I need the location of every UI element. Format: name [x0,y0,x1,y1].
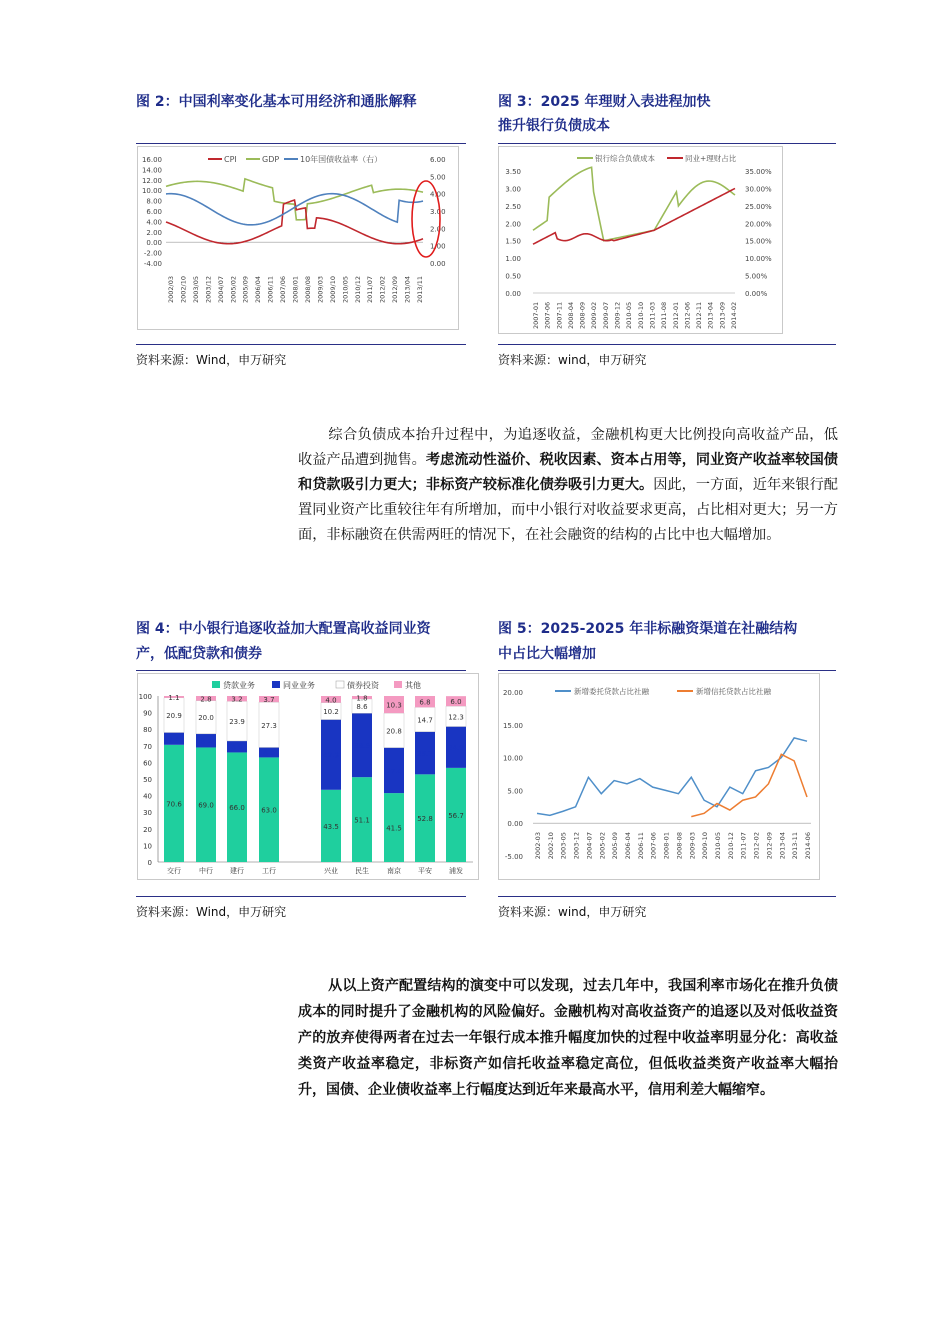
fig5-x-tick: 2003-05 [559,832,568,860]
fig4-bar-label: 69.0 [198,801,214,810]
fig5-x-tick: 2008-08 [675,832,684,860]
fig5-x-tick: 2009-10 [701,832,710,860]
fig4-x-label: 平安 [418,867,432,875]
fig5-x-tick: 2011-07 [739,832,748,860]
fig4-x-label: 中行 [199,867,213,875]
fig4-bar-label: 2.8 [200,695,212,704]
fig4-y-tick: 70 [143,742,152,751]
fig4-x-label: 建行 [230,867,244,875]
fig2-x-tick: 2009/03 [316,275,325,303]
fig3-chart [498,146,783,334]
fig4-legend [212,680,421,690]
fig4-legend-loan: 贷款业务 [223,681,255,690]
fig4-bar-label: 3.7 [263,696,275,705]
fig3-x-tick: 2013-09 [718,301,727,329]
fig3-x-tick: 2009-07 [601,301,610,329]
para1-text-2: 因此，一方面，近年来银行配置同业资产比重较往年有所增加，而中小银行对收益要求更高，占比相对更大；另一方面，非标融资在供需两旺的情况下，在社会融资的结构的占比中也大幅增加。 [298,477,838,543]
fig4-bar-label: 6.8 [419,698,431,707]
fig3-x-tick: 2011-08 [660,301,669,329]
fig2-yleft-tick: 8.00 [146,197,162,206]
fig2-x-tick: 2009/10 [328,275,337,303]
fig3-rule [498,143,836,144]
fig3-x-tick: 2008-04 [566,301,575,329]
fig4-bar-label: 8.2 [200,737,212,746]
fig3-x-tick: 2013-04 [706,301,715,329]
fig4-bar-label: 14.7 [417,716,433,725]
fig2-chart [137,146,459,330]
fig3-yright-tick: 0.00% [745,290,768,298]
fig3-legend [577,153,737,163]
fig2-x-tick: 2010/05 [341,275,350,303]
fig3-x-tick: 2010-10 [636,301,645,329]
fig4-bar-label: 38.5 [354,742,370,751]
fig4-bars [164,694,466,875]
fig3-yright-tick: 5.00% [745,272,768,281]
fig2-yright-tick: 3.00 [430,208,446,216]
fig5-axes [503,689,812,861]
paragraph-2 [298,973,838,1103]
fig3-x-tick: 2012-06 [683,301,692,329]
fig4-bar-label: 20.0 [198,714,214,723]
fig4-bar-label: 6.9 [231,743,243,752]
fig2-yright-tick: 1.00 [430,242,446,251]
fig3-yright-tick: 25.00% [745,202,772,211]
fig3-legend-ratio: 同业+理财占比 [685,154,737,163]
fig4-y-tick: 30 [143,809,152,818]
fig5-x-tick: 2013-11 [791,832,800,860]
fig5-y-tick: -5.00 [504,853,523,861]
fig5-x-tick: 2010-12 [726,832,735,860]
fig4-y-tick: 60 [143,759,152,768]
fig4-chart [137,673,479,880]
fig5-chart [498,673,820,880]
fig2-x-tick: 2012/02 [378,275,387,303]
fig4-svg [138,674,478,879]
fig4-legend-other: 其他 [405,681,421,690]
fig2-x-tick: 2004/07 [216,275,225,303]
fig2-yleft-tick: 14.00 [141,166,162,175]
fig4-bar-label: 66.0 [229,804,245,813]
fig2-legend [208,154,382,164]
fig5-x-tick: 2002-03 [534,832,542,860]
fig2-yright-tick: 0.00 [430,260,446,268]
fig5-bottom-rule [498,896,836,897]
fig2-x-tick: 2013/11 [416,275,424,303]
fig5-y-tick: 0.00 [507,820,523,829]
fig5-title-line1: 图 5：2025-2025 年非标融资渠道在社融结构 [498,621,798,637]
fig4-bar-label: 70.6 [166,800,182,809]
fig3-source: 资料来源：wind，申万研究 [498,353,647,367]
fig5-x-tick: 2014-06 [804,832,812,860]
fig3-x-tick: 2011-03 [648,301,657,329]
fig4-bar-label: 1.8 [356,694,368,703]
fig2-x-tick: 2003/12 [204,275,213,303]
fig2-yleft-tick: 16.00 [141,156,162,164]
fig2-yright-tick: 2.00 [430,225,446,234]
fig4-rule [136,670,466,671]
fig3-yleft-tick: 0.50 [505,272,521,281]
fig4-legend-interbank: 同业业务 [283,681,315,690]
fig3-x-tick: 2007-06 [543,301,552,329]
fig2-legend-gdp: GDP [262,155,280,164]
fig5-x-tick: 2009-03 [688,832,697,860]
fig5-legend-entrusted: 新增委托贷款占比社融 [574,687,649,696]
fig2-rule [136,143,466,144]
fig2-x-tick: 2002/10 [179,275,188,303]
fig4-bar-label: 51.1 [354,816,370,825]
fig4-bar-label: 3.2 [231,695,243,704]
fig3-yleft-tick: 1.00 [505,255,521,264]
fig3-yright-tick: 30.00% [745,185,772,194]
fig4-x-label: 南京 [387,867,401,875]
fig4-bar-label: 63.0 [261,806,277,815]
fig5-y-tick: 15.00 [502,721,523,730]
fig5-y-tick: 10.00 [502,754,523,763]
fig4-y-tick: 0 [147,859,152,867]
fig5-svg [499,674,819,879]
fig4-bar-label: 12.3 [448,713,464,722]
fig4-bar-label: 20.8 [386,727,402,736]
fig4-x-label: 交行 [167,867,181,875]
fig5-x-tick: 2003-12 [572,832,581,860]
fig5-x-tick: 2002-10 [546,832,555,860]
fig3-x-tick: 2009-02 [590,301,599,329]
fig4-bar-label: 23.9 [229,718,245,727]
fig4-bar-label: 8.6 [356,703,368,712]
fig3-bottom-rule [498,344,836,345]
fig3-svg [499,147,782,333]
fig5-rule [498,670,836,671]
fig4-bar-label: 20.9 [166,712,182,721]
fig5-x-tick: 2012-09 [765,832,774,860]
fig4-y-tick: 20 [143,825,152,834]
fig2-highlight-circle [412,181,440,257]
fig2-x-tick: 2013/04 [403,275,412,303]
fig2-legend-bond: 10年国债收益率（右） [300,155,383,164]
fig5-source: 资料来源：wind，申万研究 [498,905,647,919]
fig3-yright-tick: 35.00% [745,168,772,176]
fig2-x-tick: 2007/06 [279,275,288,303]
fig2-svg [138,147,458,329]
fig2-x-tick: 2008/01 [291,275,300,303]
fig4-bar-label: 43.5 [323,822,339,831]
fig2-yleft-tick: -4.00 [143,260,162,268]
fig4-bar-label: 4.0 [325,696,337,705]
fig2-yleft-tick: 12.00 [141,176,162,185]
fig5-title-line2: 中占比大幅增加 [498,646,596,662]
fig2-yright-tick: 4.00 [430,190,446,199]
fig5-trust-line [691,754,807,816]
fig3-yright-tick: 15.00% [745,237,772,246]
fig3-title-line1: 图 3：2025 年理财入表进程加快 [498,94,711,110]
fig2-x-tick: 2002/03 [167,275,175,303]
fig5-y-tick: 20.00 [502,689,523,697]
fig2-yleft-tick: 0.00 [146,239,162,248]
fig4-bar-label: 25.7 [417,750,433,759]
fig2-x-tick: 2010/12 [353,275,362,303]
fig4-y-tick: 80 [143,726,152,735]
paragraph-1 [298,423,838,548]
fig5-x-tick: 2004-07 [585,832,594,860]
fig3-yleft-tick: 0.00 [505,290,521,298]
fig4-legend-interbank-swatch [272,681,280,688]
fig3-yright-tick: 20.00% [745,220,772,229]
fig3-x-tick: 2008-09 [578,301,587,329]
fig3-yleft-tick: 3.50 [505,168,521,176]
fig3-x-tick: 2012-11 [695,301,704,329]
fig2-yleft-tick: 6.00 [146,208,162,216]
fig2-yleft-tick: -2.00 [143,249,162,258]
fig2-x-tick: 2006/11 [266,275,275,303]
fig3-x-tick: 2007-01 [532,301,540,329]
fig4-title-line2: 产，低配贷款和债券 [136,646,262,662]
fig4-bottom-rule [136,896,466,897]
fig2-x-tick: 2003/05 [191,275,200,303]
fig5-legend-trust: 新增信托贷款占比社融 [696,687,771,696]
fig4-x-label: 工行 [262,867,276,875]
fig2-yright-tick: 5.00 [430,173,446,182]
fig4-bar-label: 10.3 [386,701,402,710]
fig3-yleft-tick: 1.50 [505,237,521,246]
fig4-legend-loan-swatch [212,681,220,688]
fig4-y-tick: 90 [143,709,152,718]
fig3-x-tick: 2009-12 [613,301,622,329]
para2-text: 从以上资产配置结构的演变中可以发现，过去几年中，我国利率市场化在推升负债成本的同时提升了金融机构的风险偏好。金融机构对高收益资产的追逐以及对低收益资产的放弃使得两者在过去一年银行成本推升幅度加快的过程中收益率明显分化：高收益类资产收益率稳定，非标资产如信托收益率稳定高位，但低收益类资产收益率大幅抬升，国债、企业债收益率上行幅度达到近年来最高水平，信用利差大幅缩窄。 [298,978,838,1098]
fig3-yleft-tick: 2.50 [505,202,521,211]
fig5-x-tick: 2013-04 [778,832,787,860]
fig2-x-tick: 2005/02 [229,275,238,303]
fig3-ratio-line [533,188,735,244]
fig3-x-tick: 2014-02 [730,301,738,329]
fig4-source: 资料来源：Wind，申万研究 [136,905,287,919]
fig2-yleft-tick: 4.00 [146,218,162,227]
fig2-axes [142,156,446,303]
fig4-bar-label: 24.9 [448,744,464,753]
fig4-x-label: 浦发 [449,867,463,875]
fig3-x-tick: 2007-11 [555,301,564,329]
fig2-x-tick: 2005/09 [241,275,250,303]
fig5-x-tick: 2005-09 [611,832,620,860]
fig4-y-tick: 50 [143,776,152,784]
fig4-legend-other-swatch [394,681,402,688]
fig4-title-line1: 图 4：中小银行追逐收益加大配置高收益同业资 [136,621,431,637]
fig5-x-tick: 2006-11 [636,832,645,860]
fig2-x-tick: 2006/04 [254,275,263,303]
fig4-bar-label: 7.4 [168,735,180,744]
fig5-legend [555,686,771,696]
fig4-x-label: 民生 [355,867,369,875]
fig4-bar-label: 41.5 [386,824,402,833]
fig5-x-tick: 2008-01 [662,832,671,860]
fig4-bar-label: 6.0 [450,698,462,707]
fig4-y-tick: 40 [143,792,152,801]
fig2-yleft-tick: 2.00 [146,228,162,237]
fig5-x-tick: 2012-02 [752,832,761,860]
fig2-title: 图 2：中国利率变化基本可用经济和通胀解释 [136,94,417,110]
fig4-y-tick: 10 [143,842,152,851]
fig2-x-tick: 2008/08 [303,275,312,303]
fig2-yright-tick: 6.00 [430,156,446,164]
fig5-x-tick: 2006-04 [624,832,632,860]
fig5-x-tick: 2005-02 [598,832,607,860]
fig2-x-tick: 2012/09 [391,275,400,303]
fig4-bar-label: 56.7 [448,811,464,820]
fig4-bar-label: 6.0 [263,749,275,758]
fig3-x-tick: 2012-01 [671,301,680,329]
fig2-x-tick: 2011/07 [366,275,375,303]
fig4-bar-label: 52.8 [417,815,433,824]
fig2-legend-cpi: CPI [224,155,237,164]
fig2-bottom-rule [136,344,466,345]
fig4-legend-bond: 债券投资 [347,681,379,690]
fig4-bar-label: 27.3 [261,721,277,730]
fig2-source: 资料来源：Wind，申万研究 [136,353,287,367]
fig5-x-tick: 2010-05 [714,832,722,860]
fig5-entrusted-line [537,738,807,815]
para1-text-bold: 考虑流动性溢价、税收因素、资本占用等，同业资产收益率较国债和贷款吸引力更大；非标资产较标准化债券吸引力更大。 [298,452,838,493]
fig3-yleft-tick: 3.00 [505,185,521,194]
fig4-bar-label: 10.2 [323,708,339,717]
fig2-yleft-tick: 10.00 [141,187,162,196]
fig5-x-tick: 2007-06 [649,832,658,860]
fig3-yleft-tick: 2.00 [505,220,521,229]
fig3-x-tick: 2010-05 [625,301,634,329]
para1-text-1: 综合负债成本抬升过程中，为追逐收益，金融机构更大比例投向高收益产品，低收益产品遭到抛售。 [298,427,838,468]
fig3-title-line2: 推升银行负债成本 [498,118,610,134]
fig4-x-label: 兴业 [324,867,338,875]
fig4-bar-label: 42.3 [323,751,339,760]
fig4-y-tick: 100 [138,693,152,701]
fig4-bar-label: 1.1 [168,693,180,702]
fig4-legend-bond-swatch [336,681,344,688]
fig4-bar-label: 27.4 [386,767,402,776]
fig3-yright-tick: 10.00% [745,255,772,264]
fig3-legend-cost: 银行综合负债成本 [595,154,655,163]
fig5-y-tick: 5.00 [507,787,523,796]
